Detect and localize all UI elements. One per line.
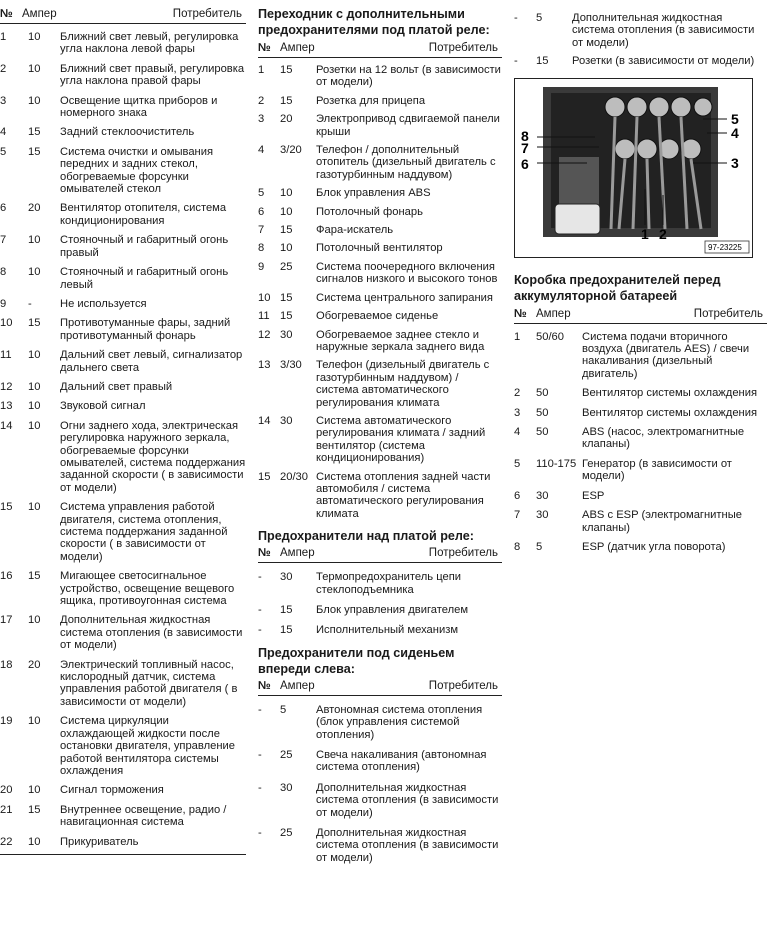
fuse-amperage: 25 xyxy=(280,260,293,273)
fuse-consumer: Фара-искатель xyxy=(316,224,394,237)
fuse-consumer: Освещение щитка приборов и номерного знака xyxy=(60,94,218,120)
table-row xyxy=(0,715,246,777)
fuse-number: - xyxy=(258,827,262,840)
table-row xyxy=(258,144,502,181)
above-relay-title: Предохранители над платой реле: xyxy=(258,529,474,544)
fuse-number: 5 xyxy=(258,187,265,200)
table-row xyxy=(258,471,502,521)
header-amp: Ампер xyxy=(280,547,315,560)
fuse-number: 13 xyxy=(0,400,13,413)
table-row xyxy=(0,381,246,393)
fuse-number: 11 xyxy=(258,310,270,323)
fuse-number: 2 xyxy=(514,387,521,400)
fuse-consumer: Прикуриватель xyxy=(60,835,139,848)
table-row xyxy=(0,570,246,607)
fuse-consumer: Блок управления ABS xyxy=(316,187,431,200)
adapter-fuse-list xyxy=(258,64,502,520)
fuse-amperage: 15 xyxy=(28,570,41,583)
fuse-number: 20 xyxy=(0,784,13,797)
fuse-consumer: Система автоматического регулирования климата / задний вентилятор (система кондиционирования) xyxy=(316,414,486,465)
table-row xyxy=(258,242,502,254)
fuse-consumer: Исполнительный механизм xyxy=(316,624,459,637)
fuse-amperage: 15 xyxy=(280,604,293,616)
fuse-amperage: 25 xyxy=(280,827,293,840)
fuse-amperage: 10 xyxy=(28,266,41,279)
fuse-amperage: 10 xyxy=(280,242,293,255)
table-row xyxy=(0,298,246,310)
fuse-consumer: ABS с ESP (электромагнитные клапаны) xyxy=(582,509,743,534)
header-num: № xyxy=(514,307,527,320)
fuse-number: 5 xyxy=(514,457,521,470)
fuse-amperage: 20 xyxy=(28,658,41,671)
table-row xyxy=(0,501,246,563)
fuse-consumer: Дальний свет левый, сигнализатор дальнего света xyxy=(60,349,243,374)
fuse-number: 1 xyxy=(0,31,7,43)
fuse-number: 5 xyxy=(0,145,7,158)
fuse-number: 6 xyxy=(0,202,7,215)
fuse-consumer: Не используется xyxy=(60,297,147,310)
table-row xyxy=(258,359,502,409)
fuse-amperage: 15 xyxy=(280,624,293,637)
fuse-amperage: - xyxy=(28,297,32,310)
fuse-number: 6 xyxy=(258,205,265,218)
table-row xyxy=(0,420,246,494)
above-relay-fuse-list xyxy=(258,571,502,637)
main-fuse-column xyxy=(0,0,246,855)
fuse-consumer: Задний стеклоочиститель xyxy=(60,126,195,139)
fuse-amperage: 20 xyxy=(28,202,41,215)
table-row xyxy=(0,146,246,196)
fuse-consumer: Дополнительная жидкостная система отопления (в зависимости от модели) xyxy=(316,827,499,864)
fuse-number: 8 xyxy=(258,242,265,255)
table-row xyxy=(258,95,502,107)
fuse-consumer: ESP (датчик угла поворота) xyxy=(582,540,726,553)
fuse-amperage: 15 xyxy=(28,145,41,158)
fuse-box-figure xyxy=(514,78,753,258)
fuse-consumer: Свеча накаливания (автономная система отопления) xyxy=(316,749,487,774)
fuse-amperage: 10 xyxy=(28,380,41,393)
fuse-consumer: Система подачи вторичного воздуха (двигатель AES) / свечи накаливания (дизельный двигатель) xyxy=(582,330,750,380)
fuse-consumer: Автономная система отопления (блок управления системой отопления) xyxy=(316,703,483,741)
fuse-amperage: 30 xyxy=(280,328,293,341)
fuse-number: - xyxy=(258,624,262,637)
fuse-amperage: 30 xyxy=(280,571,293,584)
fuse-consumer: Обогреваемое сиденье xyxy=(316,310,439,323)
fuse-number: 9 xyxy=(0,297,7,310)
fuse-consumer: Вентилятор системы охлаждения xyxy=(582,387,758,400)
table-row xyxy=(258,64,502,89)
fuse-amperage: 5 xyxy=(280,703,287,716)
table-row xyxy=(0,804,246,829)
figure-label-5: 5 xyxy=(731,110,739,127)
fuse-amperage: 50/60 xyxy=(536,330,564,343)
table-row xyxy=(0,202,246,227)
fuse-consumer: Мигающее светосигнальное устройство, освещение вещевого ящика, противоугонная система xyxy=(60,570,235,608)
fuse-consumer: Ближний свет правый, регулировка угла наклона правой фары xyxy=(60,62,245,88)
fuse-consumer: Телефон (дизельный двигатель с газотурбинным наддувом) / система автоматического регулирования климата xyxy=(316,359,490,409)
table-row xyxy=(514,331,767,381)
table-row xyxy=(258,113,502,138)
fuse-amperage: 30 xyxy=(280,781,293,794)
fuse-consumer: Дополнительная жидкостная система отопления (в зависимости от модели) xyxy=(60,614,243,652)
fuse-consumer: Ближний свет левый, регулировка угла наклона левой фары xyxy=(60,31,239,56)
fuse-consumer: Потолочный вентилятор xyxy=(316,242,443,255)
fuse-consumer: Стояночный и габаритный огонь левый xyxy=(60,266,229,291)
fuse-number: 2 xyxy=(0,62,7,75)
figure-label-1: 1 xyxy=(641,225,649,242)
fuse-amperage: 3/20 xyxy=(280,144,302,157)
fuse-consumer: Обогреваемое заднее стекло и наружные зеркала заднего вида xyxy=(316,328,485,353)
fuse-number: 10 xyxy=(0,317,13,330)
fuse-consumer: Система управления работой двигателя, система отопления, система поддержания заданной скорости ( в зависимости от модели) xyxy=(60,501,228,563)
main-fuse-list xyxy=(0,31,246,848)
fuse-number: 14 xyxy=(258,414,271,427)
fuse-number: 17 xyxy=(0,614,13,627)
divider xyxy=(0,854,246,855)
fuse-amperage: 5 xyxy=(536,12,543,24)
table-row xyxy=(258,261,502,286)
table-row xyxy=(0,614,246,651)
fuse-consumer: Внутреннее освещение, радио / навигационная система xyxy=(60,803,227,829)
fuse-amperage: 10 xyxy=(28,715,41,728)
fuse-number: 7 xyxy=(258,224,265,237)
fuse-number: - xyxy=(258,604,262,616)
fuse-amperage: 15 xyxy=(280,94,293,107)
fuse-number: 11 xyxy=(0,349,12,362)
fuse-amperage: 15 xyxy=(536,55,549,68)
fuse-number: 3 xyxy=(258,113,265,126)
fuse-number: 18 xyxy=(0,658,13,671)
table-row xyxy=(514,387,767,399)
header-consumer: Потребитель xyxy=(693,307,763,320)
fuse-number: - xyxy=(258,703,262,716)
table-row xyxy=(0,234,246,259)
figure-label-6: 6 xyxy=(521,155,529,172)
fuse-consumer: Дополнительная жидкостная система отопления (в зависимости от модели) xyxy=(572,12,755,49)
fuse-number: 4 xyxy=(514,426,521,439)
table-header xyxy=(258,544,502,563)
header-num: № xyxy=(258,42,271,54)
table-row xyxy=(514,509,767,534)
fuse-amperage: 5 xyxy=(536,540,543,553)
table-row xyxy=(0,266,246,291)
table-row xyxy=(514,407,767,419)
figure-label-3: 3 xyxy=(731,154,739,171)
fuse-amperage: 10 xyxy=(28,349,41,362)
table-row xyxy=(514,55,767,67)
fuse-amperage: 10 xyxy=(28,400,41,413)
table-row xyxy=(0,126,246,138)
fuse-number: 14 xyxy=(0,419,13,432)
table-row xyxy=(258,224,502,236)
fuse-number: 4 xyxy=(0,126,7,139)
fuse-number: - xyxy=(514,55,518,68)
fuse-consumer: Термопредохранитель цепи стеклоподъемника xyxy=(316,571,462,596)
table-row xyxy=(258,827,502,864)
fuse-consumer: Звуковой сигнал xyxy=(60,400,146,413)
fuse-consumer: Противотуманные фары, задний противотуманный фонарь xyxy=(60,317,231,342)
table-row xyxy=(258,704,502,741)
fuse-consumer: Электропривод сдвигаемой панели крыши xyxy=(316,113,500,138)
fuse-number: 3 xyxy=(514,406,521,419)
fuse-amperage: 10 xyxy=(28,614,41,627)
fuse-number: 2 xyxy=(258,94,265,107)
fuse-amperage: 110-175 xyxy=(536,457,577,470)
fuse-amperage: 10 xyxy=(280,187,293,200)
table-row xyxy=(258,329,502,354)
fuse-number: 8 xyxy=(514,540,521,553)
header-amp: Ампер xyxy=(280,42,315,54)
fuse-consumer: Вентилятор системы охлаждения xyxy=(582,406,758,419)
table-row xyxy=(258,604,502,616)
header-consumer: Потребитель xyxy=(428,547,498,560)
battery-box-title: Коробка предохранителей перед аккумуляторной батареей xyxy=(514,272,721,303)
fuse-consumer: Телефон / дополнительный отопитель (дизельный двигатель с газотурбинным наддувом) xyxy=(316,144,496,181)
fuse-amperage: 15 xyxy=(280,224,293,237)
fuse-number: 7 xyxy=(0,234,7,247)
table-row xyxy=(258,415,502,465)
table-header xyxy=(0,0,246,24)
table-row xyxy=(258,782,502,819)
fuse-number: 22 xyxy=(0,835,13,848)
header-num: № xyxy=(258,547,271,560)
fuse-amperage: 15 xyxy=(28,803,41,816)
table-row xyxy=(258,310,502,322)
fuse-amperage: 10 xyxy=(28,234,41,247)
fuse-amperage: 10 xyxy=(28,784,41,797)
fuse-amperage: 25 xyxy=(280,749,293,762)
fuse-amperage: 10 xyxy=(28,94,41,107)
table-header xyxy=(258,677,502,696)
table-row xyxy=(0,784,246,796)
fuse-consumer: Сигнал торможения xyxy=(60,784,164,797)
battery-box-fuse-list xyxy=(514,331,767,554)
table-row xyxy=(258,571,502,596)
fuse-number: 7 xyxy=(514,509,521,522)
table-row xyxy=(258,292,502,304)
figure-code: 97-23225 xyxy=(708,242,742,252)
fuse-amperage: 10 xyxy=(28,501,41,514)
fuse-consumer: Дальний свет правый xyxy=(60,380,173,393)
fuse-consumer: Огни заднего хода, электрическая регулировка наружного зеркала, обогреваемые форсунки омывателей, система поддержания заданной скорости ( в зависимости от модели) xyxy=(60,419,246,494)
fuse-amperage: 20/30 xyxy=(280,470,308,483)
fuse-amperage: 20 xyxy=(280,113,293,126)
fuse-number: 12 xyxy=(0,380,13,393)
table-row xyxy=(0,349,246,374)
fuse-consumer: Стояночный и габаритный огонь правый xyxy=(60,234,229,259)
fuse-number: - xyxy=(258,781,262,794)
fuse-number: - xyxy=(258,749,262,762)
fuse-number: - xyxy=(258,571,262,584)
fuse-number: 8 xyxy=(0,266,7,279)
fuse-amperage: 15 xyxy=(28,126,41,139)
fuse-number: 12 xyxy=(258,328,271,341)
table-row xyxy=(258,624,502,636)
table-row xyxy=(0,836,246,848)
table-row xyxy=(258,206,502,218)
fuse-number: 15 xyxy=(258,470,271,483)
fuse-consumer: ESP xyxy=(582,489,605,502)
table-row xyxy=(514,490,767,502)
figure-label-4: 4 xyxy=(731,124,739,141)
table-row xyxy=(514,458,767,483)
fuse-amperage: 50 xyxy=(536,426,549,439)
header-amp: Ампер xyxy=(22,8,57,20)
table-row xyxy=(514,426,767,451)
fuse-number: 9 xyxy=(258,260,265,273)
fuse-consumer: Система очистки и омывания передних и задних стекол, обогреваемые форсунки омывателей стекол xyxy=(60,145,214,196)
right-column xyxy=(514,0,767,553)
fuse-consumer: Система отопления задней части автомобиля / система автоматического регулирования климата xyxy=(316,470,491,520)
table-row xyxy=(258,187,502,199)
fuse-consumer: Генератор (в зависимости от модели) xyxy=(582,457,732,483)
table-row xyxy=(514,12,767,49)
fuse-number: 13 xyxy=(258,359,271,372)
table-row xyxy=(0,317,246,342)
table-header xyxy=(258,38,502,58)
fuse-consumer: Система циркуляции охлаждающей жидкости после остановки двигателя, управление работой вентилятора системы охлаждения xyxy=(60,715,235,777)
table-row xyxy=(0,659,246,709)
header-amp: Ампер xyxy=(536,307,571,320)
middle-column xyxy=(258,0,502,864)
fuse-number: - xyxy=(514,12,518,24)
fuse-amperage: 30 xyxy=(536,489,549,502)
adapter-title: Переходник с дополнительными предохранителями под платой реле: xyxy=(258,7,490,37)
fuse-consumer: Система центрального запирания xyxy=(316,291,493,304)
fuse-number: 1 xyxy=(514,330,521,343)
fuse-amperage: 10 xyxy=(28,419,41,432)
fuse-amperage: 10 xyxy=(28,62,41,75)
fuse-consumer: Электрический топливный насос, кислородный датчик, система управления работой двигателя ( в зависимости от модели) xyxy=(60,658,238,708)
under-seat-fuse-list-continued xyxy=(514,0,767,68)
fuse-consumer: ABS (насос, электромагнитные клапаны) xyxy=(582,426,745,451)
header-consumer: Потребитель xyxy=(428,42,498,54)
fuse-consumer: Система поочередного включения сигналов низкого и высокого тонов xyxy=(316,260,498,286)
fuse-amperage: 15 xyxy=(28,317,41,330)
fuse-amperage: 3/30 xyxy=(280,359,302,372)
table-header xyxy=(514,304,767,324)
figure-label-7: 7 xyxy=(521,139,529,156)
fuse-amperage: 50 xyxy=(536,387,549,400)
fuse-number: 1 xyxy=(258,64,265,76)
table-row xyxy=(0,31,246,56)
fuse-number: 21 xyxy=(0,803,13,816)
fuse-consumer: Потолочный фонарь xyxy=(316,205,423,218)
fuse-number: 15 xyxy=(0,501,13,514)
fuse-consumer: Вентилятор отопителя, система кондиционирования xyxy=(60,202,227,227)
table-row xyxy=(258,749,502,774)
table-row xyxy=(0,95,246,120)
fuse-number: 16 xyxy=(0,570,13,583)
fuse-box-drawing xyxy=(515,79,752,257)
table-row xyxy=(0,400,246,412)
header-consumer: Потребитель xyxy=(172,8,242,20)
fuse-number: 6 xyxy=(514,489,521,502)
fuse-number: 4 xyxy=(258,144,265,157)
fuse-amperage: 10 xyxy=(28,31,41,43)
table-row xyxy=(0,63,246,88)
header-consumer: Потребитель xyxy=(428,679,498,692)
under-seat-fuse-list xyxy=(258,704,502,864)
figure-label-8: 8 xyxy=(521,127,529,144)
fuse-amperage: 15 xyxy=(280,64,293,76)
fuse-amperage: 10 xyxy=(280,205,293,218)
fuse-consumer: Блок управления двигателем xyxy=(316,604,469,616)
header-num: № xyxy=(0,8,13,20)
fuse-amperage: 50 xyxy=(536,406,549,419)
fuse-number: 19 xyxy=(0,715,13,728)
fuse-consumer: Розетки на 12 вольт (в зависимости от модели) xyxy=(316,64,501,89)
table-row xyxy=(514,541,767,553)
fuse-amperage: 15 xyxy=(280,291,293,304)
fuse-amperage: 30 xyxy=(536,509,549,522)
under-seat-title: Предохранители под сиденьем впереди слева: xyxy=(258,645,455,676)
fuse-number: 3 xyxy=(0,94,7,107)
fuse-amperage: 10 xyxy=(28,835,41,848)
figure-label-2: 2 xyxy=(659,225,667,242)
header-num: № xyxy=(258,679,271,692)
fuse-number: 10 xyxy=(258,291,271,304)
fuse-consumer: Розетка для прицепа xyxy=(316,94,426,107)
fuse-consumer: Дополнительная жидкостная система отопления (в зависимости от модели) xyxy=(316,781,499,819)
fuse-amperage: 15 xyxy=(280,310,293,323)
header-amp: Ампер xyxy=(280,679,315,692)
fuse-amperage: 30 xyxy=(280,414,293,427)
fuse-consumer: Розетки (в зависимости от модели) xyxy=(572,55,755,68)
